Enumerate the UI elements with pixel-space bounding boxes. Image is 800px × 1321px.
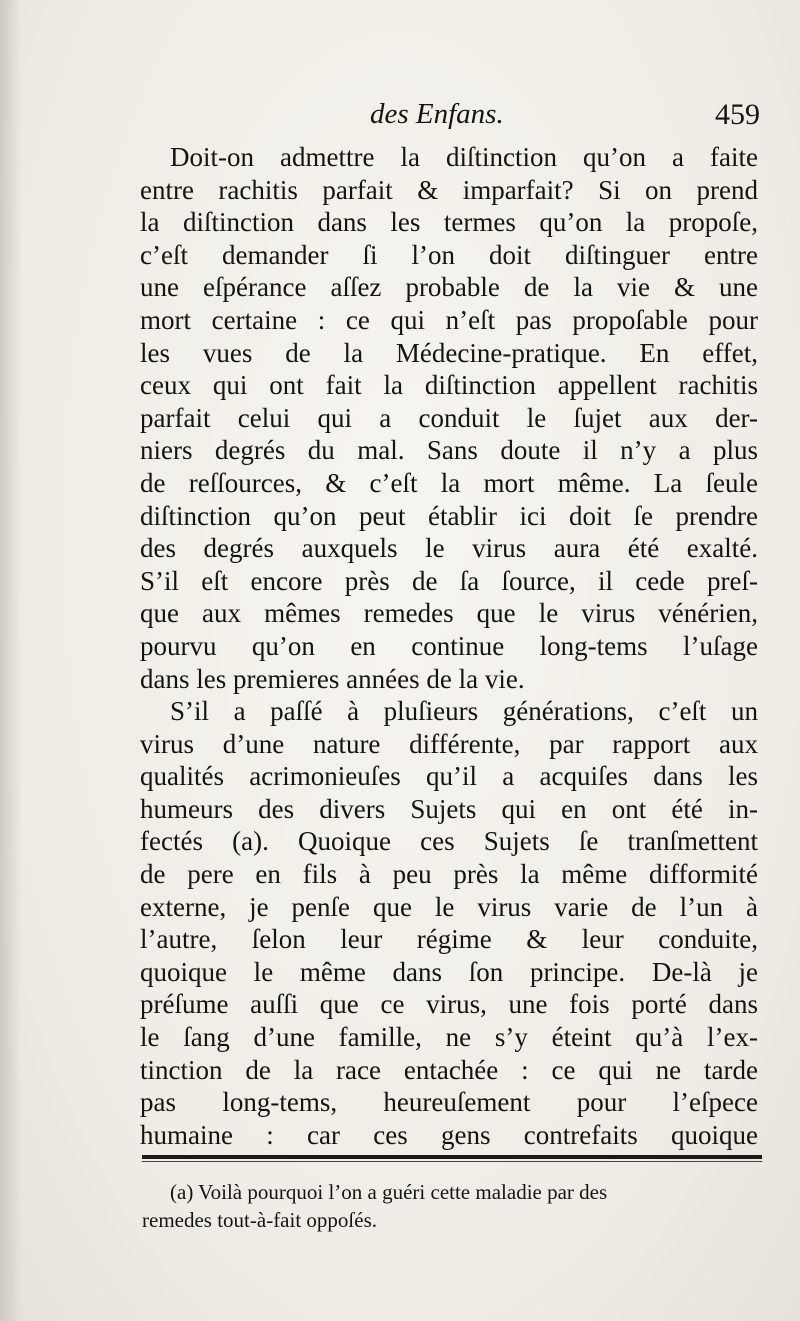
footnote-rule [142,1155,762,1159]
text-line: humeurs des divers Sujets qui en ont été in- [140,793,758,824]
text-line: pourvu qu’on en continue long-tems l’uſage [140,630,758,661]
text-line: l’autre, ſelon leur régime & leur conduite, [140,924,758,955]
text-line: humaine : car ces gens contrefaits quoique [140,1119,758,1150]
text-line: de pere en fils à peu près la même difformité [140,859,758,890]
text-line: entre rachitis parfait & imparfait? Si on prend [140,174,758,205]
text-line: préſume auſſi que ce virus, une fois porté dans [140,989,758,1020]
body-text [140,141,758,1151]
text-line: tinction de la race entachée : ce qui ne tarde [140,1054,758,1085]
text-line: S’il a paſſé à pluſieurs générations, c’eſt un [170,696,758,727]
text-line: les vues de la Médecine-pratique. En effet, [140,337,758,368]
text-line: parfait celui qui a conduit le ſujet aux der- [140,402,758,433]
text-line: pas long-tems, heureuſement pour l’eſpece [140,1087,758,1118]
text-line: externe, je penſe que le virus varie de l’un à [140,891,758,922]
page-gutter-shadow [0,0,22,1321]
footnote-line: (a) Voilà pourquoi l’on a guéri cette maladie par des [170,1180,608,1204]
footnote [142,1178,760,1234]
text-line: une eſpérance aſſez probable de la vie & une [140,272,758,303]
text-line: virus d’une nature différente, par rapport aux [140,728,758,759]
footnote-rule-thin [142,1161,762,1162]
text-line: c’eſt demander ſi l’on doit diſtinguer entre [140,239,758,270]
page-number: 459 [715,98,760,131]
text-line: Doit-on admettre la diſtinction qu’on a faite [170,142,758,172]
footnote-line: remedes tout-à-fait oppoſés. [142,1208,377,1232]
text-line: fectés (a). Quoique ces Sujets ſe tranſmettent [140,826,758,857]
running-head: des Enfans. [370,98,504,130]
text-line: niers degrés du mal. Sans doute il n’y a plus [140,435,758,466]
page-header [140,98,770,138]
text-line: que aux mêmes remedes que le virus vénérien, [140,598,758,629]
text-line: quoique le même dans ſon principe. De-là je [140,956,758,987]
text-line: S’il eſt encore près de ſa ſource, il cede preſ- [140,565,758,596]
text-line: diſtinction qu’on peut établir ici doit ſe prendre [140,500,758,531]
text-line: des degrés auxquels le virus aura été exalté. [140,533,758,564]
text-line: mort certaine : ce qui n’eſt pas propoſable pour [140,304,758,335]
text-line: qualités acrimonieuſes qu’il a acquiſes dans les [140,761,758,792]
text-line: la diſtinction dans les termes qu’on la propoſe, [140,207,758,238]
text-line: le ſang d’une famille, ne s’y éteint qu’à l’ex- [140,1022,758,1053]
text-line: de reſſources, & c’eſt la mort même. La ſeule [140,467,758,498]
text-line: dans les premieres années de la vie. [140,663,525,694]
text-line: ceux qui ont fait la diſtinction appellent rachitis [140,370,758,401]
